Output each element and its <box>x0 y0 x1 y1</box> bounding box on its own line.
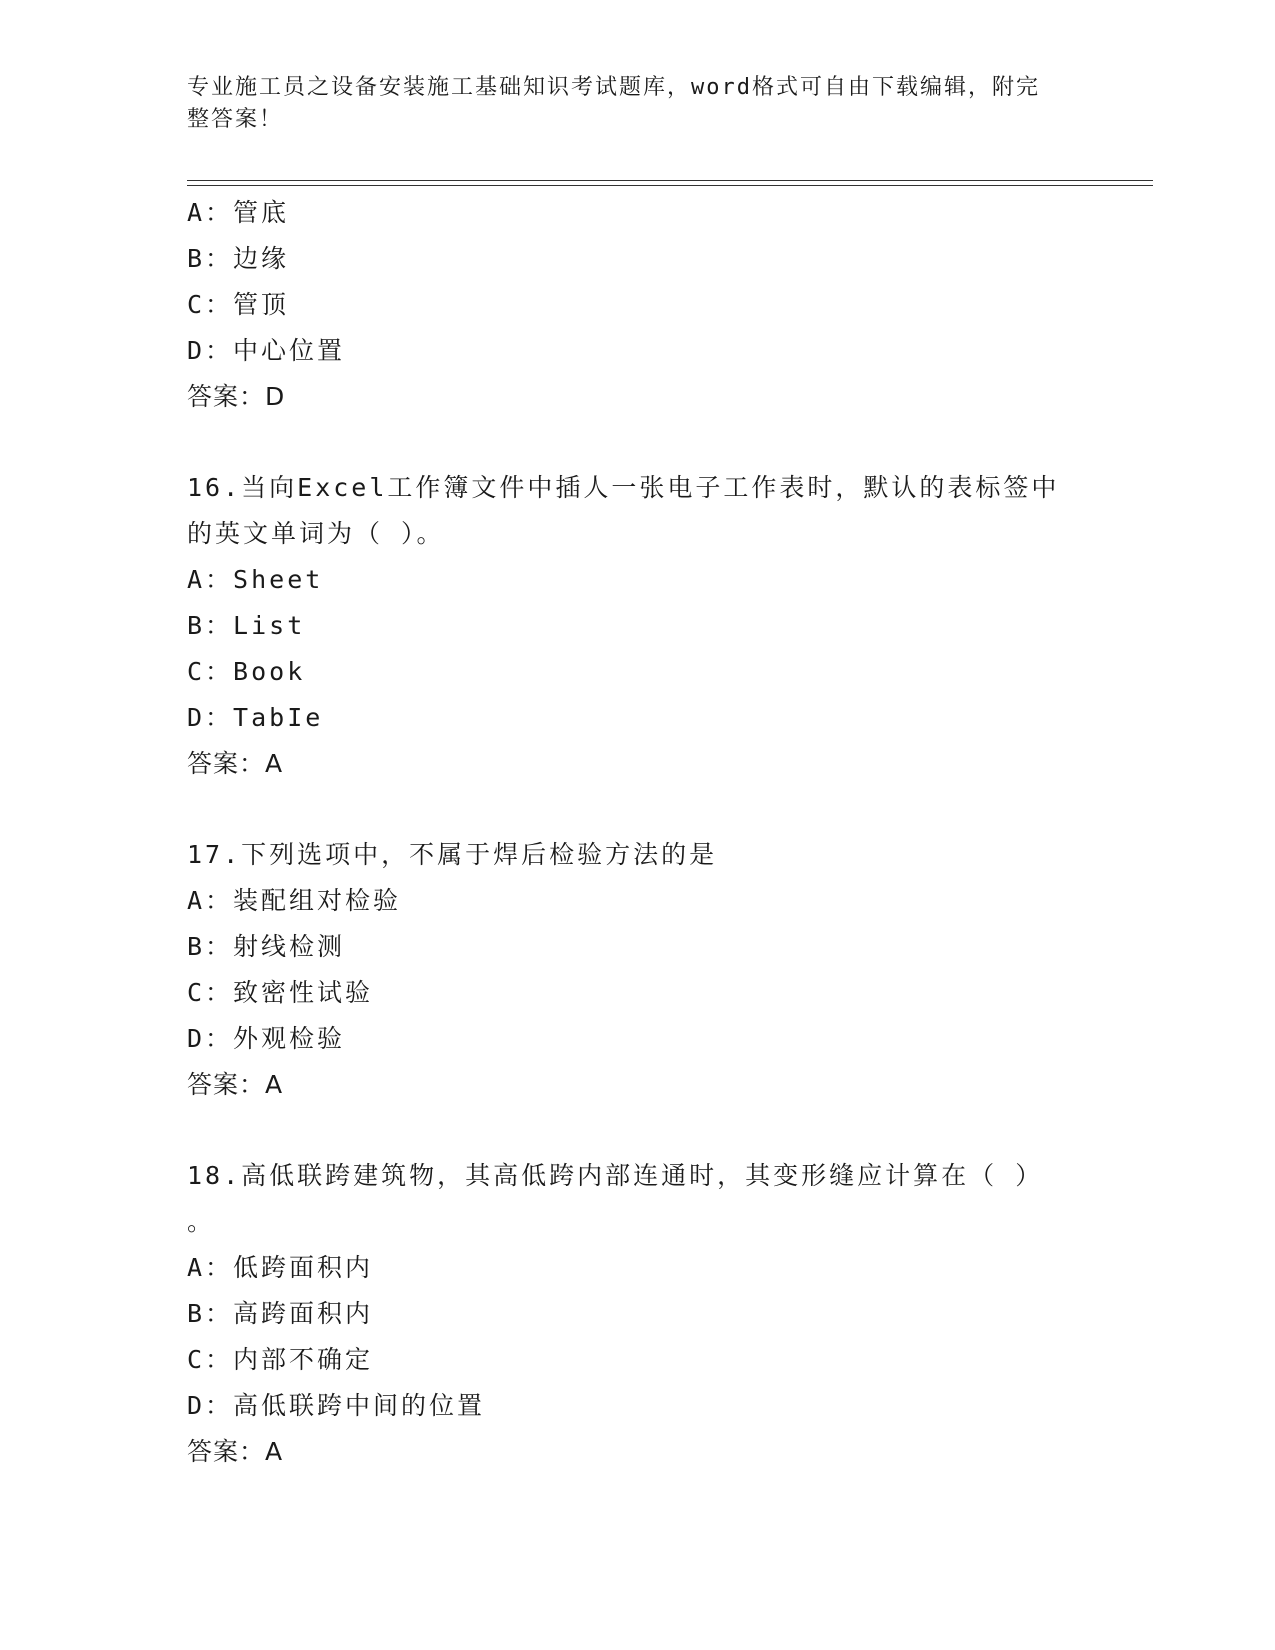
option-d: D：TabIe <box>187 703 324 732</box>
option-b: B：List <box>187 611 306 640</box>
option-d: D：外观检验 <box>187 1024 346 1053</box>
option-a: A：低跨面积内 <box>187 1253 374 1282</box>
option-a: A：装配组对检验 <box>187 886 402 915</box>
option-c: C：内部不确定 <box>187 1345 374 1374</box>
option-b: B：射线检测 <box>187 932 346 961</box>
option-c: C：致密性试验 <box>187 978 374 1007</box>
question-stem-continued: 。 <box>187 1207 216 1236</box>
question-stem-continued: 的英文单词为（ ）。 <box>187 519 445 548</box>
question-15 <box>187 190 1087 420</box>
answer-line: 答案：A <box>187 749 284 778</box>
header-line-1: 专业施工员之设备安装施工基础知识考试题库，word格式可自由下载编辑，附完 <box>187 75 1040 100</box>
question-stem: 16.当向Excel工作簿文件中插人一张电子工作表时，默认的表标签中 <box>187 473 1060 502</box>
header-divider-top <box>187 180 1153 181</box>
header-divider-bottom <box>187 185 1153 186</box>
question-16 <box>187 465 1087 787</box>
option-d: D：高低联跨中间的位置 <box>187 1391 486 1420</box>
option-a: A：Sheet <box>187 565 324 594</box>
option-d: D：中心位置 <box>187 336 346 365</box>
answer-line: 答案：D <box>187 382 286 411</box>
question-stem: 17.下列选项中，不属于焊后检验方法的是 <box>187 840 718 869</box>
question-17 <box>187 832 1087 1108</box>
answer-line: 答案：A <box>187 1070 284 1099</box>
option-c: C：Book <box>187 657 306 686</box>
question-stem: 18.高低联跨建筑物，其高低跨内部连通时，其变形缝应计算在（ ） <box>187 1161 1044 1190</box>
option-b: B：边缘 <box>187 244 290 273</box>
question-list <box>187 190 1087 1475</box>
option-a: A：管底 <box>187 198 290 227</box>
option-b: B：高跨面积内 <box>187 1299 374 1328</box>
question-18 <box>187 1153 1087 1475</box>
answer-line: 答案：A <box>187 1437 284 1466</box>
document-header <box>187 72 1077 136</box>
header-line-2: 整答案！ <box>187 107 284 132</box>
option-c: C：管顶 <box>187 290 290 319</box>
